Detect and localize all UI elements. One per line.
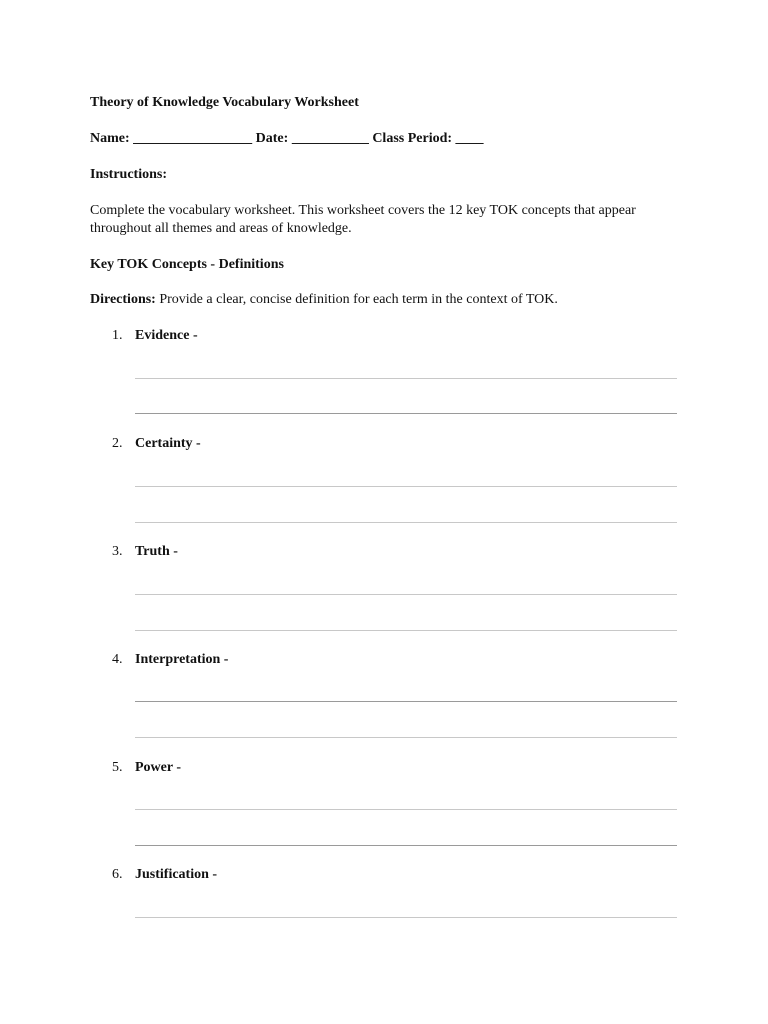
item-number: 3. <box>112 544 123 559</box>
item-term <box>135 866 217 884</box>
term-label: Certainty <box>135 436 193 451</box>
section-heading: Key TOK Concepts - Definitions <box>90 257 284 272</box>
item-number: 5. <box>112 760 123 775</box>
item-number: 1. <box>112 328 123 343</box>
directions-label: Directions: <box>90 292 156 307</box>
term-label: Truth <box>135 544 170 559</box>
answer-line[interactable] <box>135 845 677 846</box>
item-term <box>135 327 198 345</box>
directions-text: Provide a clear, concise definition for each term in the context of TOK. <box>159 292 558 307</box>
answer-line[interactable] <box>135 737 677 738</box>
answer-line[interactable] <box>135 522 677 523</box>
item-term <box>135 651 228 669</box>
term-dash: - <box>208 867 218 882</box>
class-period-blank[interactable]: ____ <box>455 131 484 146</box>
date-label: Date: <box>255 131 289 146</box>
term-label: Power <box>135 760 173 775</box>
term-label: Justification <box>135 867 209 882</box>
answer-line[interactable] <box>135 630 677 631</box>
answer-line[interactable] <box>135 378 677 379</box>
name-label: Name: <box>90 131 130 146</box>
class-period-label: Class Period: <box>372 131 453 146</box>
term-label: Interpretation <box>135 652 221 667</box>
item-number: 2. <box>112 436 123 451</box>
item-term <box>135 435 201 453</box>
answer-line[interactable] <box>135 413 677 414</box>
item-number: 6. <box>112 867 123 882</box>
term-dash: - <box>192 436 201 451</box>
item-number: 4. <box>112 652 123 667</box>
term-dash: - <box>169 544 178 559</box>
answer-line[interactable] <box>135 594 677 595</box>
answer-line[interactable] <box>135 809 677 810</box>
directions-line <box>90 291 558 309</box>
answer-line[interactable] <box>135 917 677 918</box>
term-label: Evidence <box>135 328 190 343</box>
item-term <box>135 543 178 561</box>
term-dash: - <box>189 328 198 343</box>
term-dash: - <box>172 760 182 775</box>
instructions-text: Complete the vocabulary worksheet. This worksheet covers the 12 key TOK concepts that appear throughout all themes and areas of knowledge. <box>90 203 636 236</box>
worksheet-title: Theory of Knowledge Vocabulary Worksheet <box>90 95 359 110</box>
date-blank[interactable]: ___________ <box>291 131 369 146</box>
term-dash: - <box>220 652 229 667</box>
answer-line[interactable] <box>135 701 677 702</box>
item-term <box>135 759 181 777</box>
answer-line[interactable] <box>135 486 677 487</box>
instructions-heading: Instructions: <box>90 167 168 182</box>
name-blank[interactable]: _________________ <box>133 131 253 146</box>
student-info-line <box>90 130 484 148</box>
